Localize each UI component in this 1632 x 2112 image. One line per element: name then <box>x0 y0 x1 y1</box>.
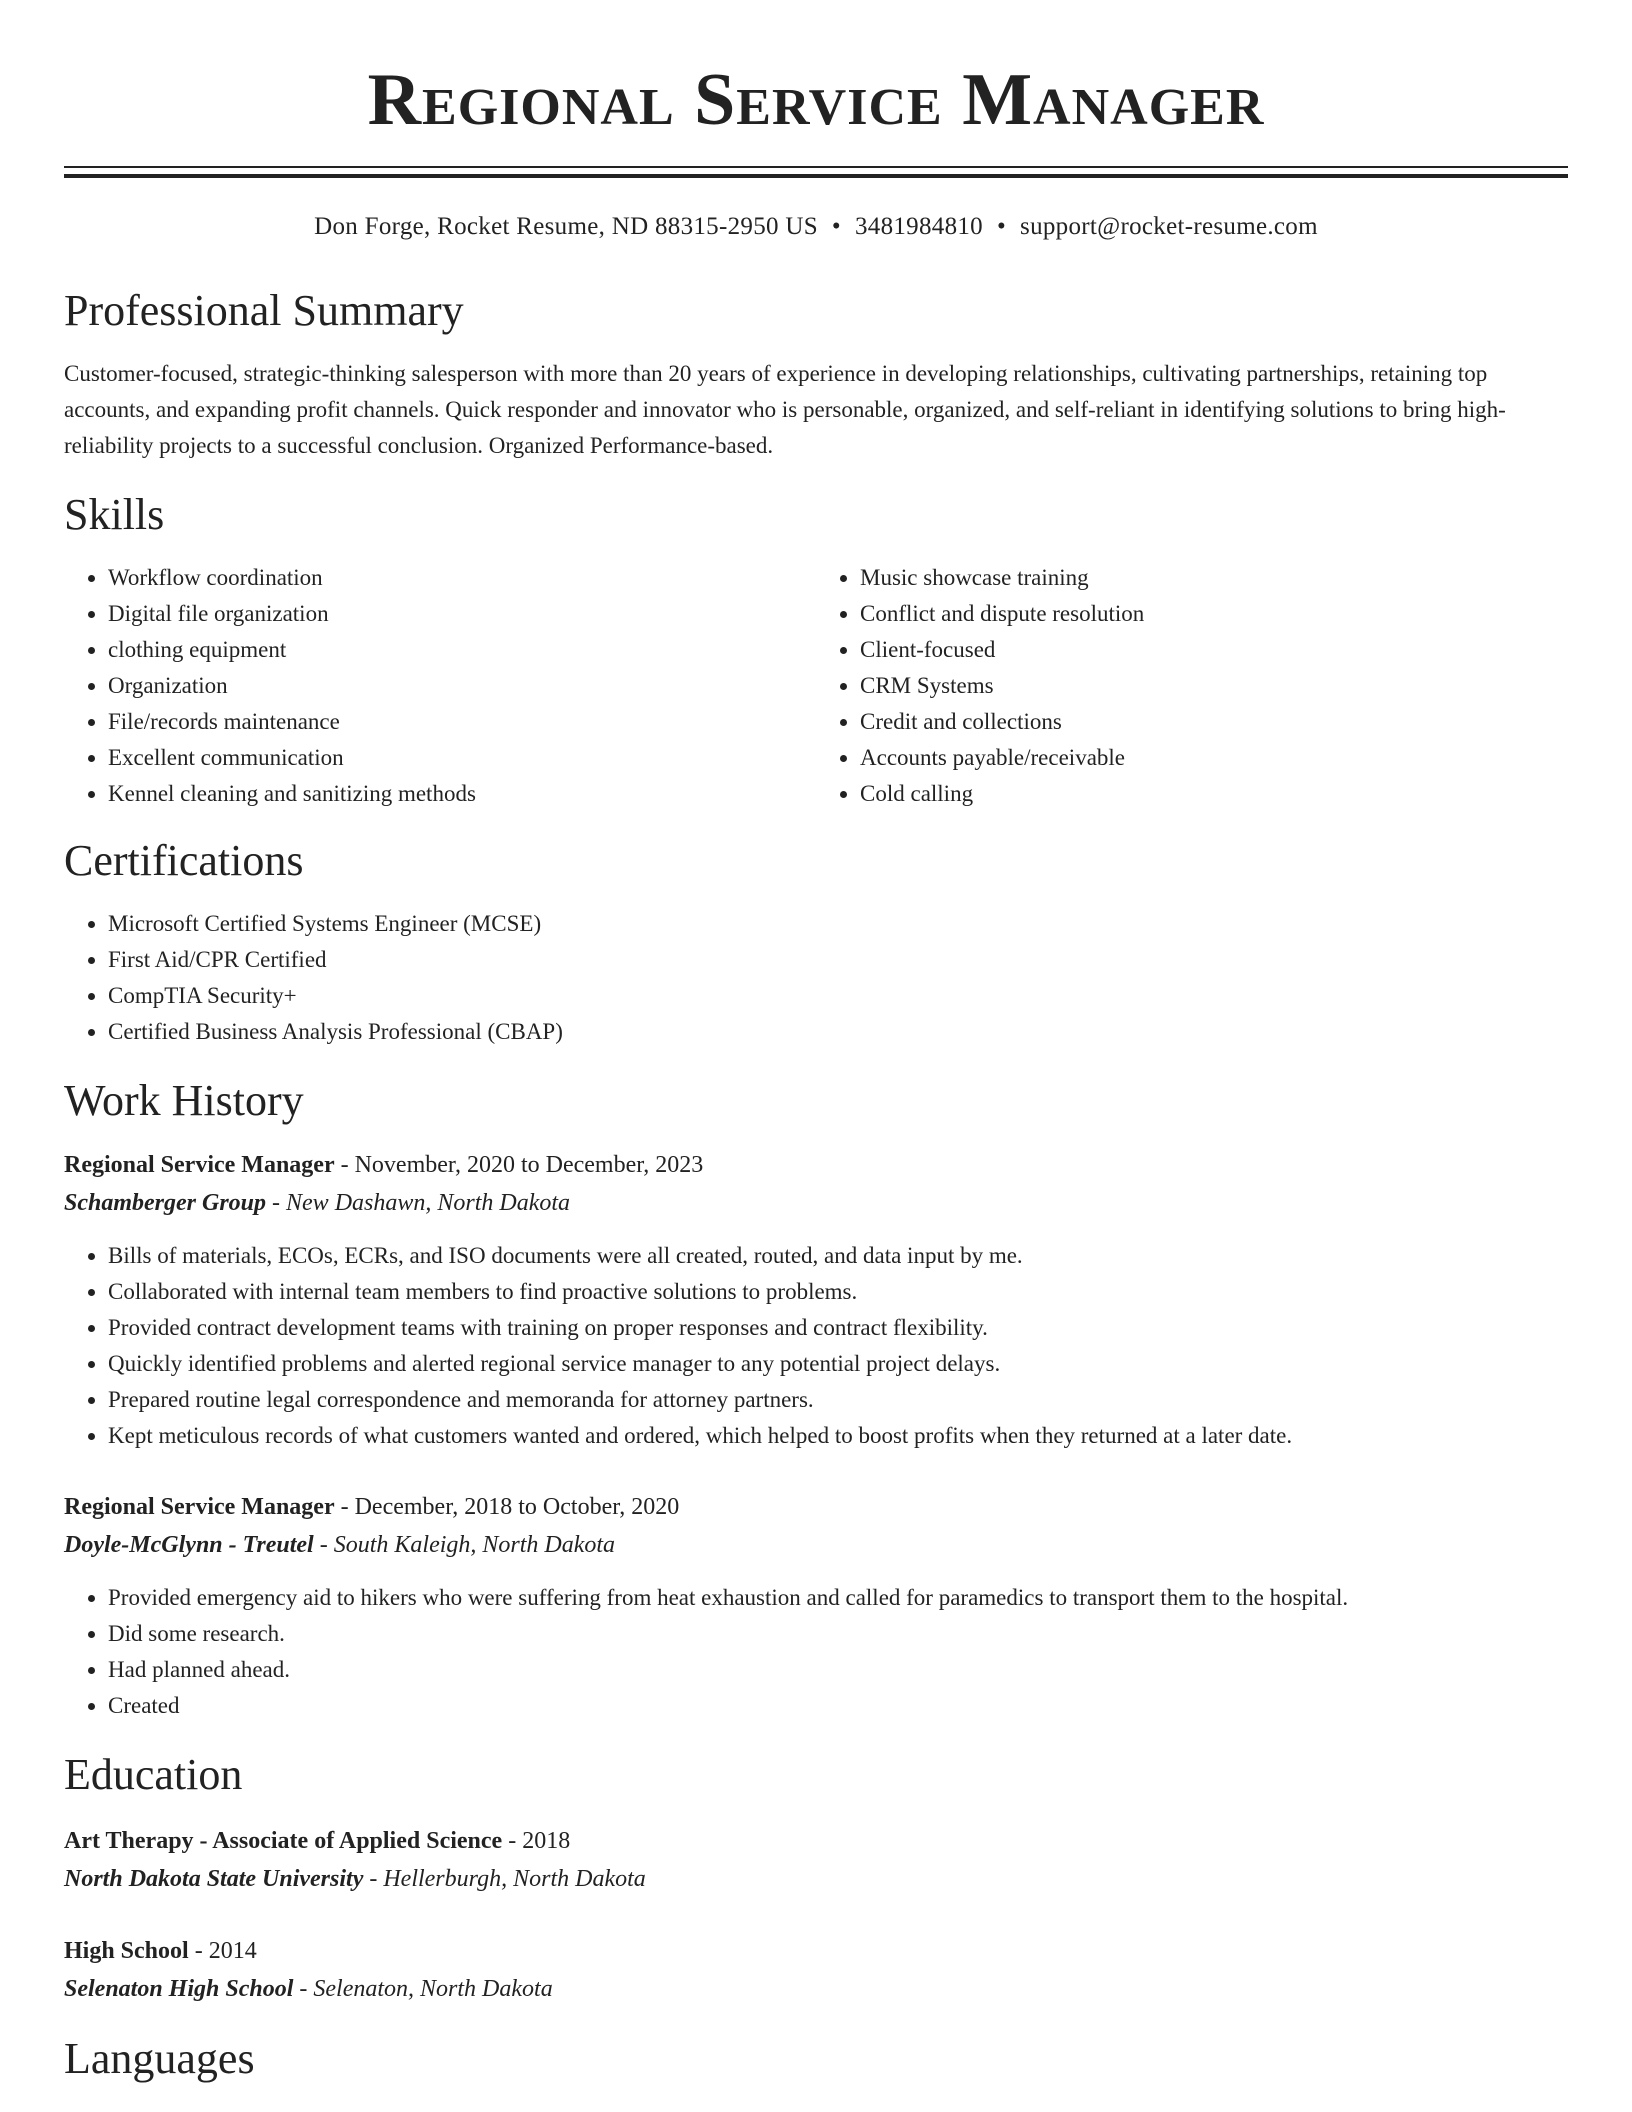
contact-separator: • <box>996 213 1007 240</box>
contact-line <box>64 212 1568 242</box>
job-company: Doyle-McGlynn - Treutel <box>64 1532 314 1558</box>
education-school-line <box>64 1860 1568 1898</box>
education-heading: Education <box>64 1750 243 1799</box>
contact-address: Don Forge, Rocket Resume, ND 88315-2950 US <box>314 213 818 240</box>
skill-item: • Digital file organization <box>108 596 816 632</box>
education-location: - Hellerburgh, North Dakota <box>363 1866 646 1892</box>
skills-list-left <box>64 560 816 812</box>
job-company: Schamberger Group <box>64 1190 267 1216</box>
education-header <box>64 1932 1568 1970</box>
skill-item: • Credit and collections <box>860 704 1568 740</box>
job-title: Regional Service Manager <box>64 1152 335 1178</box>
contact-phone: 3481984810 <box>854 213 983 240</box>
skills-list-right <box>816 560 1568 812</box>
resume-page <box>64 0 1568 2084</box>
skill-item: • Kennel cleaning and sanitizing methods <box>108 776 816 812</box>
job-duty: • Collaborated with internal team members to find proactive solutions to problems. <box>108 1274 1568 1310</box>
skill-item: • Organization <box>108 668 816 704</box>
skill-item: • Workflow coordination <box>108 560 816 596</box>
job-duty: • Had planned ahead. <box>108 1652 1568 1688</box>
title-divider-thin <box>64 166 1568 168</box>
skill-item: • File/records maintenance <box>108 704 816 740</box>
skill-item: • Music showcase training <box>860 560 1568 596</box>
contact-email: support@rocket-resume.com <box>1020 213 1318 240</box>
job-dates: - November, 2020 to December, 2023 <box>334 1152 704 1178</box>
job-duties-list <box>64 1580 1568 1724</box>
education-header <box>64 1822 1568 1860</box>
summary-heading: Professional Summary <box>64 286 464 335</box>
job-company-line <box>64 1526 1568 1564</box>
job-duty: • Prepared routine legal correspondence and memoranda for attorney partners. <box>108 1382 1568 1418</box>
job-location: - South Kaleigh, North Dakota <box>313 1532 616 1558</box>
skills-grid <box>64 560 1568 812</box>
skill-item: • Excellent communication <box>108 740 816 776</box>
job-title: Regional Service Manager <box>64 1494 335 1520</box>
education-degree: High School <box>64 1938 189 1964</box>
certification-item: • CompTIA Security+ <box>108 978 1568 1014</box>
job-duty: • Provided contract development teams with training on proper responses and contract flexibility. <box>108 1310 1568 1346</box>
skill-item: • clothing equipment <box>108 632 816 668</box>
job-duty: • Did some research. <box>108 1616 1568 1652</box>
resume-title: Regional Service Manager <box>367 59 1265 141</box>
skill-item: • Client-focused <box>860 632 1568 668</box>
certification-item: • Certified Business Analysis Professional (CBAP) <box>108 1014 1568 1050</box>
skill-item: • Conflict and dispute resolution <box>860 596 1568 632</box>
education-year: - 2018 <box>502 1828 571 1854</box>
skill-item: • Accounts payable/receivable <box>860 740 1568 776</box>
work-history-heading: Work History <box>64 1076 304 1125</box>
languages-heading: Languages <box>64 2034 255 2083</box>
certification-item: • First Aid/CPR Certified <box>108 942 1568 978</box>
contact-separator: • <box>831 213 841 240</box>
job-header <box>64 1146 1568 1184</box>
job-duty: • Quickly identified problems and alerted regional service manager to any potential project delays. <box>108 1346 1568 1382</box>
skills-heading: Skills <box>64 490 165 539</box>
job-company-line <box>64 1184 1568 1222</box>
certifications-list <box>64 906 1568 1050</box>
job-location: - New Dashawn, North Dakota <box>266 1190 571 1216</box>
summary-text: Customer-focused, strategic-thinking salesperson with more than 20 years of experience in developing relationships, cultivating partnerships, retaining top accounts, and expanding profit channels. Quick responder and innovator who is personable, organized, and self-reliant in identifying solutions to bring high-reliability projects to a successful conclusion. Organized Performance-based. <box>64 361 1506 458</box>
job-header <box>64 1488 1568 1526</box>
job-duties-list <box>64 1238 1568 1454</box>
certifications-heading: Certifications <box>64 836 304 885</box>
job-duty: • Kept meticulous records of what customers wanted and ordered, which helped to boost profits when they returned at a later date. <box>108 1418 1568 1454</box>
education-location: - Selenaton, North Dakota <box>293 1976 553 2002</box>
education-school: Selenaton High School <box>64 1976 294 2002</box>
education-degree: Art Therapy - Associate of Applied Science <box>64 1828 503 1854</box>
certification-item: • Microsoft Certified Systems Engineer (MCSE) <box>108 906 1568 942</box>
skill-item: • CRM Systems <box>860 668 1568 704</box>
skill-item: • Cold calling <box>860 776 1568 812</box>
job-duty: • Bills of materials, ECOs, ECRs, and ISO documents were all created, routed, and data input by me. <box>108 1238 1568 1274</box>
title-divider-thick <box>64 174 1568 178</box>
job-duty: • Created <box>108 1688 1568 1724</box>
job-dates: - December, 2018 to October, 2020 <box>334 1494 680 1520</box>
education-school-line <box>64 1970 1568 2008</box>
job-duty: • Provided emergency aid to hikers who were suffering from heat exhaustion and called for paramedics to transport them to the hospital. <box>108 1580 1568 1616</box>
education-school: North Dakota State University <box>64 1866 364 1892</box>
education-year: - 2014 <box>188 1938 257 1964</box>
